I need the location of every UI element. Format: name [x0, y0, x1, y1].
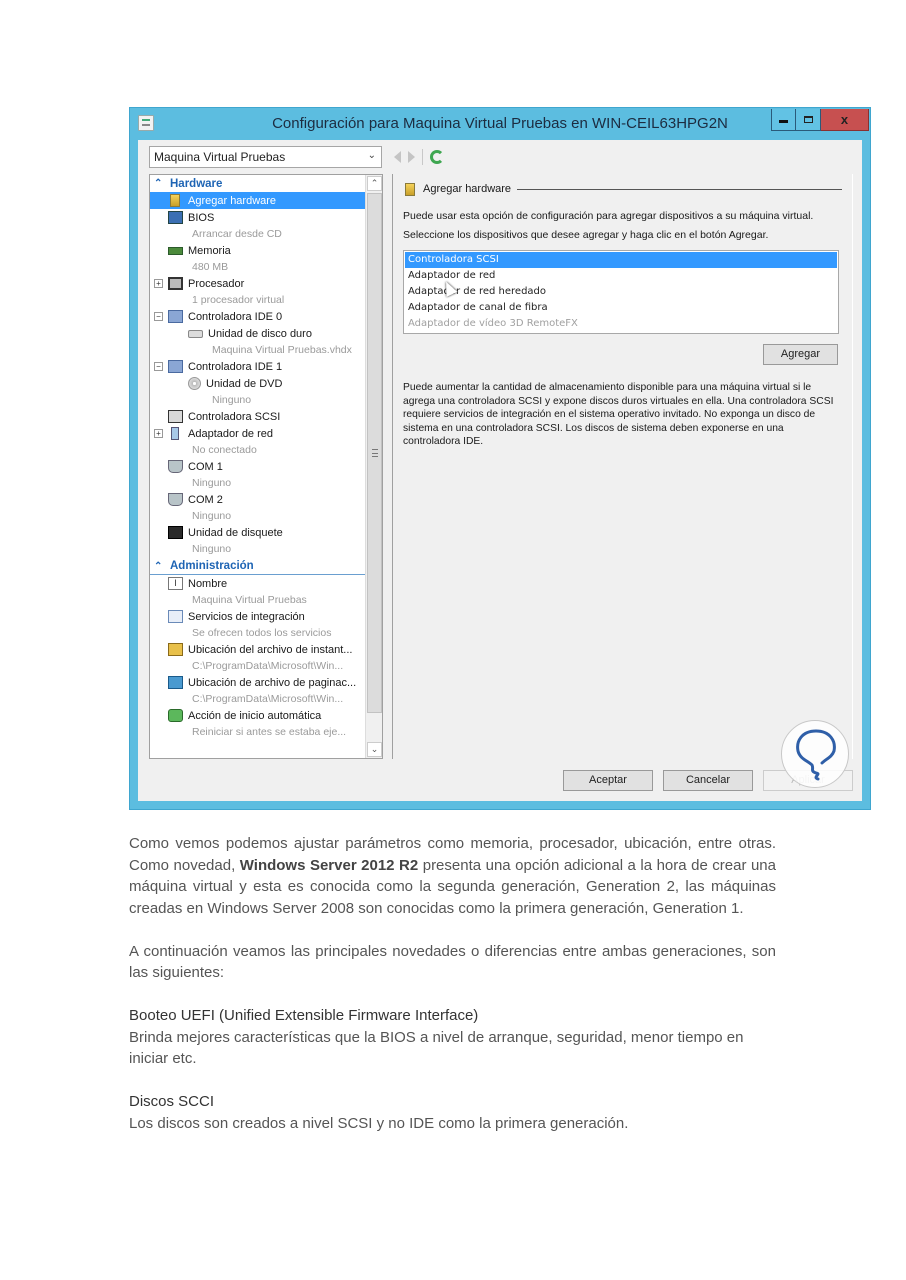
maximize-button[interactable]	[796, 109, 821, 131]
tree-item-name[interactable]	[150, 575, 365, 592]
group-divider	[517, 189, 842, 190]
section-label: Administración	[170, 560, 254, 572]
tree-item-label: Unidad de DVD	[206, 377, 283, 390]
device-option-fibre-channel-adapter[interactable]: Adaptador de canal de fibra	[408, 302, 548, 313]
integration-services-icon	[168, 610, 183, 623]
chevron-down-icon: ⌄	[367, 150, 376, 161]
article-paragraph: Brinda mejores características que la BIOS a nivel de arranque, seguridad, menor tiempo en iniciar etc.	[129, 1028, 744, 1067]
article-subheading: Booteo UEFI (Unified Extensible Firmware Interface)	[129, 1007, 479, 1024]
tree-item-label: Controladora IDE 1	[188, 360, 283, 373]
group-header	[403, 181, 842, 197]
section-label: Hardware	[170, 177, 223, 190]
device-option-legacy-network-adapter[interactable]: Adaptador de red heredado	[408, 286, 547, 297]
dvd-icon	[188, 377, 201, 390]
scroll-up-arrow-icon[interactable]: ⌃	[367, 176, 382, 191]
tree-item-sublabel: C:\ProgramData\Microsoft\Win...	[192, 660, 344, 672]
collapse-section-icon: ⌃	[154, 178, 163, 189]
hard-disk-icon	[188, 330, 203, 338]
tree-item-label: Servicios de integración	[188, 610, 305, 623]
group-title: Agregar hardware	[423, 183, 512, 195]
name-icon: I	[168, 577, 183, 590]
settings-dialog	[129, 107, 871, 810]
tree-item-label: Unidad de disco duro	[208, 327, 312, 340]
device-option-network-adapter[interactable]: Adaptador de red	[408, 270, 496, 281]
tree-item-network-adapter[interactable]	[150, 425, 365, 442]
tree-item-label: Ubicación de archivo de paginac...	[188, 676, 357, 689]
tree-item-ide-controller-0[interactable]	[150, 308, 365, 325]
tree-item-label: Nombre	[188, 577, 228, 590]
bios-icon	[168, 211, 183, 224]
tree-item-ide-controller-1[interactable]	[150, 358, 365, 375]
tree-item-label: Procesador	[188, 277, 245, 290]
network-adapter-icon	[171, 427, 179, 440]
lightbulb-logo-icon	[790, 727, 842, 783]
processor-icon	[168, 277, 183, 290]
tree-item-floppy[interactable]	[150, 524, 365, 541]
tree-item-label: COM 1	[188, 460, 223, 473]
settings-tree	[149, 174, 383, 759]
expand-icon[interactable]: +	[154, 429, 163, 438]
tree-item-sublabel: Ninguno	[192, 543, 232, 555]
memory-icon	[168, 247, 183, 255]
device-listbox[interactable]	[403, 250, 839, 334]
tree-item-com2[interactable]	[150, 491, 365, 508]
tree-item-sublabel: Se ofrecen todos los servicios	[192, 627, 332, 639]
tree-item-hard-disk[interactable]	[150, 325, 365, 342]
minimize-button[interactable]	[771, 109, 796, 131]
floppy-icon	[168, 526, 183, 539]
spacer	[129, 984, 776, 1006]
ide-controller-icon	[168, 310, 183, 323]
tree-item-bios[interactable]	[150, 209, 365, 226]
section-header-administration[interactable]	[150, 558, 365, 575]
article-paragraph	[129, 833, 776, 919]
watermark-logo	[781, 720, 849, 788]
tree-item-label: Acción de inicio automática	[188, 709, 322, 722]
text-run: Como vemos podemos ajustar parámetros como memoria, procesador, ubicación, entre otras. Como novedad,	[129, 835, 776, 874]
auto-start-icon	[168, 709, 183, 722]
tree-item-label: COM 2	[188, 493, 223, 506]
scsi-description-text: Puede aumentar la cantidad de almacenamiento disponible para una máquina virtual si le agrega una controladora SCSI y expone discos duros virtuales en ella. Una controladora SCSI requiere servicios de integración en el sistema operativo invitado. No exponga un disco de sistema en una controladora SCSI. Los discos de sistema deben exponerse en una controladora IDE.	[403, 382, 834, 447]
scroll-down-arrow-icon[interactable]: ⌄	[367, 742, 382, 757]
scsi-controller-icon	[168, 410, 183, 423]
dialog-client-area	[138, 140, 862, 801]
tree-item-sublabel: Reiniciar si antes se estaba eje...	[192, 726, 347, 738]
add-hardware-icon	[405, 183, 415, 196]
ok-button[interactable]: Aceptar	[563, 770, 653, 791]
refresh-icon[interactable]	[430, 150, 444, 164]
snapshot-location-icon	[168, 643, 183, 656]
spacer	[129, 919, 776, 941]
toolbar-divider	[422, 149, 423, 165]
window-controls	[771, 109, 869, 131]
tree-item-label: Adaptador de red	[188, 427, 274, 440]
settings-content-panel	[392, 174, 853, 759]
collapse-section-icon: ⌃	[154, 560, 163, 572]
collapse-icon[interactable]: −	[154, 312, 163, 321]
article-body	[129, 833, 776, 1134]
tree-item-memory[interactable]	[150, 242, 365, 259]
tree-item-sublabel: Ninguno	[192, 477, 232, 489]
forward-arrow-icon[interactable]	[408, 151, 415, 163]
back-arrow-icon[interactable]	[394, 151, 401, 163]
intro-text: Puede usar esta opción de configuración para agregar dispositivos a su máquina virtual.	[403, 210, 814, 222]
tree-item-com1[interactable]	[150, 458, 365, 475]
ide-controller-icon	[168, 360, 183, 373]
tree-item-scsi-controller[interactable]	[150, 408, 365, 425]
tree-item-integration-services[interactable]	[150, 608, 365, 625]
settings-tree-list	[150, 175, 365, 740]
tree-item-sublabel: Maquina Virtual Pruebas.vhdx	[212, 344, 352, 356]
article-paragraph: Los discos son creados a nivel SCSI y no IDE como la primera generación.	[129, 1114, 629, 1132]
spacer	[129, 1070, 776, 1092]
add-button[interactable]: Agregar	[763, 344, 838, 365]
text-run: presenta una opción adicional a la hora de crear una máquina virtual y esta es conocida como la segunda generación, Generation 2, las máquinas creadas en Windows Server 2008 son conocidas como la primera generación, Generation 1.	[129, 856, 776, 917]
maximize-icon	[804, 116, 813, 123]
vm-selector-dropdown[interactable]	[149, 146, 382, 168]
minimize-icon	[779, 120, 788, 123]
tree-item-sublabel: Ninguno	[192, 510, 232, 522]
grip-icon	[372, 449, 378, 457]
device-option-remotefx-adapter: Adaptador de vídeo 3D RemoteFX	[408, 318, 578, 329]
tree-scrollbar[interactable]	[365, 175, 382, 758]
tree-item-auto-start-action[interactable]	[150, 707, 365, 724]
tree-item-label: Memoria	[188, 244, 231, 257]
tree-item-processor[interactable]	[150, 275, 365, 292]
close-icon: x	[840, 112, 849, 127]
tree-item-sublabel: 1 procesador virtual	[192, 294, 285, 306]
close-button[interactable]	[821, 109, 869, 131]
collapse-icon[interactable]: −	[154, 362, 163, 371]
device-option-scsi-controller[interactable]: Controladora SCSI	[405, 252, 837, 268]
tree-item-sublabel: Arrancar desde CD	[192, 228, 282, 240]
add-hardware-icon	[170, 194, 180, 207]
title-bar[interactable]	[130, 108, 870, 140]
tree-item-sublabel: Ninguno	[212, 394, 252, 406]
cancel-button[interactable]: Cancelar	[663, 770, 753, 791]
tree-item-sublabel: No conectado	[192, 444, 257, 456]
paging-file-icon	[168, 676, 183, 689]
com-port-icon	[168, 493, 183, 506]
article-paragraph: A continuación veamos las principales novedades o diferencias entre ambas generaciones, son las siguientes:	[129, 942, 776, 981]
tree-item-add-hardware[interactable]	[150, 192, 365, 209]
expand-icon[interactable]: +	[154, 279, 163, 288]
instruction-text: Seleccione los dispositivos que desee agregar y haga clic en el botón Agregar.	[403, 229, 769, 241]
com-port-icon	[168, 460, 183, 473]
tree-item-label: Controladora IDE 0	[188, 310, 283, 323]
tree-item-dvd-drive[interactable]	[150, 375, 365, 392]
tree-item-snapshot-location[interactable]	[150, 641, 365, 658]
tree-item-label: Controladora SCSI	[188, 410, 281, 423]
bold-text: Windows Server 2012 R2	[239, 856, 419, 874]
tree-item-sublabel: 480 MB	[192, 261, 229, 273]
tree-item-label: Agregar hardware	[188, 194, 277, 207]
tree-item-sublabel: Maquina Virtual Pruebas	[192, 594, 307, 606]
tree-item-sublabel: C:\ProgramData\Microsoft\Win...	[192, 693, 344, 705]
vm-selector-value: Maquina Virtual Pruebas	[154, 150, 286, 164]
tree-item-label: Ubicación del archivo de instant...	[188, 643, 353, 656]
window-title: Configuración para Maquina Virtual Pruebas en WIN-CEIL63HPG2N	[272, 115, 728, 132]
tree-item-paging-file-location[interactable]	[150, 674, 365, 691]
section-header-hardware[interactable]	[150, 175, 365, 192]
navigation-toolbar	[394, 147, 444, 167]
tree-item-label: BIOS	[188, 211, 215, 224]
article-subheading: Discos SCCI	[129, 1093, 215, 1110]
scrollbar-thumb[interactable]	[367, 193, 382, 713]
tree-item-label: Unidad de disquete	[188, 526, 283, 539]
